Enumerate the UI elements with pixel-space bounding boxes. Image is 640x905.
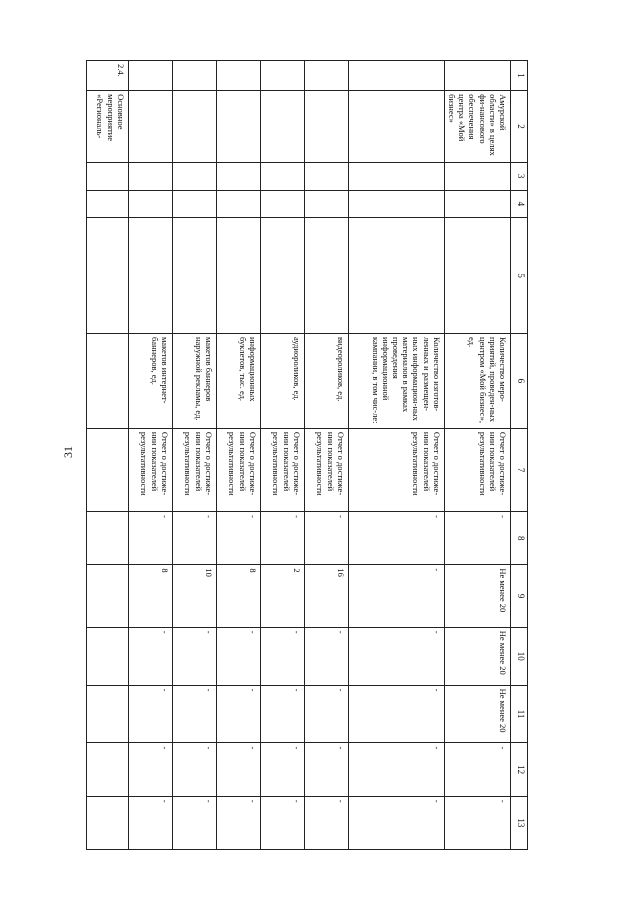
table-wrapper xyxy=(95,60,528,850)
cell-col-3 xyxy=(304,162,348,190)
cell-col-2: Амурской области» в целях фи-нансового обеспечения центра «Мой бизнес» xyxy=(444,91,510,163)
cell-col-6: аудиороликов, ед. xyxy=(260,333,304,428)
cell-col-4 xyxy=(260,190,304,218)
cell-col-13: - xyxy=(348,796,444,849)
cell-col-6: Количество изготов-ленных и размещен-ных информацион-ных материалов в рамках проведения информационной кампании, в том чис-ле: xyxy=(348,333,444,428)
column-header-13: 13 xyxy=(511,796,528,849)
cell-col-2 xyxy=(128,91,172,163)
cell-col-6: макетов интернет-баннеров, ед. xyxy=(128,333,172,428)
cell-col-6 xyxy=(86,333,128,428)
cell-col-7: Отчет о достиже-нии показателей результативности xyxy=(304,428,348,511)
cell-col-5 xyxy=(444,218,510,334)
cell-col-8 xyxy=(86,512,128,565)
cell-col-9 xyxy=(86,565,128,627)
cell-col-12: - xyxy=(216,743,260,796)
cell-col-7: Отчет о достиже-нии показателей результативности xyxy=(260,428,304,511)
cell-col-7: Отчет о достиже-нии показателей результативности xyxy=(216,428,260,511)
cell-col-12: - xyxy=(304,743,348,796)
cell-col-12 xyxy=(86,743,128,796)
cell-col-8: - xyxy=(260,512,304,565)
column-header-11: 11 xyxy=(511,685,528,743)
cell-col-2 xyxy=(216,91,260,163)
cell-col-1 xyxy=(348,61,444,91)
cell-col-5 xyxy=(172,218,216,334)
cell-col-4 xyxy=(348,190,444,218)
cell-col-1: 2.4. xyxy=(86,61,128,91)
cell-col-4 xyxy=(86,190,128,218)
cell-col-6: информационных буклетов, тыс. ед. xyxy=(216,333,260,428)
cell-col-13: - xyxy=(172,796,216,849)
column-header-6: 6 xyxy=(511,333,528,428)
cell-col-11 xyxy=(86,685,128,743)
cell-col-8: - xyxy=(172,512,216,565)
cell-col-10: - xyxy=(128,627,172,685)
cell-col-12: - xyxy=(128,743,172,796)
cell-col-10: - xyxy=(304,627,348,685)
table-row xyxy=(216,61,260,850)
header-row xyxy=(511,61,528,850)
cell-col-1 xyxy=(304,61,348,91)
table-row xyxy=(260,61,304,850)
cell-col-11: Не менее 20 xyxy=(444,685,510,743)
cell-col-3 xyxy=(86,162,128,190)
cell-col-2: Основное мероприятие «Региональ- xyxy=(86,91,128,163)
column-header-9: 9 xyxy=(511,565,528,627)
cell-col-3 xyxy=(128,162,172,190)
cell-col-1 xyxy=(128,61,172,91)
table-row xyxy=(86,61,128,850)
cell-col-3 xyxy=(260,162,304,190)
cell-col-5 xyxy=(304,218,348,334)
cell-col-2 xyxy=(260,91,304,163)
cell-col-5 xyxy=(86,218,128,334)
cell-col-12: - xyxy=(172,743,216,796)
cell-col-10: - xyxy=(216,627,260,685)
page-number: 31 xyxy=(61,446,75,458)
cell-col-12: - xyxy=(444,743,510,796)
cell-col-2 xyxy=(304,91,348,163)
cell-col-7: Отчет о достиже-нии показателей результативности xyxy=(128,428,172,511)
cell-col-1 xyxy=(444,61,510,91)
column-header-10: 10 xyxy=(511,627,528,685)
column-header-7: 7 xyxy=(511,428,528,511)
table-row xyxy=(172,61,216,850)
cell-col-1 xyxy=(216,61,260,91)
cell-col-13: - xyxy=(128,796,172,849)
cell-col-9: 16 xyxy=(304,565,348,627)
column-header-4: 4 xyxy=(511,190,528,218)
rotated-table-frame xyxy=(95,60,528,850)
cell-col-11: - xyxy=(304,685,348,743)
cell-col-8: - xyxy=(304,512,348,565)
cell-col-4 xyxy=(304,190,348,218)
cell-col-13: - xyxy=(444,796,510,849)
cell-col-1 xyxy=(260,61,304,91)
indicators-table xyxy=(86,60,528,850)
cell-col-4 xyxy=(172,190,216,218)
cell-col-7: Отчет о достиже-нии показателей результативности xyxy=(172,428,216,511)
cell-col-7: Отчет о достиже-нии показателей результативности xyxy=(348,428,444,511)
cell-col-11: - xyxy=(128,685,172,743)
cell-col-9: 8 xyxy=(128,565,172,627)
table-row xyxy=(304,61,348,850)
table-body xyxy=(86,61,510,850)
cell-col-5 xyxy=(216,218,260,334)
cell-col-11: - xyxy=(348,685,444,743)
cell-col-13: - xyxy=(216,796,260,849)
cell-col-4 xyxy=(128,190,172,218)
cell-col-3 xyxy=(172,162,216,190)
cell-col-8: - xyxy=(216,512,260,565)
cell-col-12: - xyxy=(260,743,304,796)
cell-col-10: - xyxy=(172,627,216,685)
column-header-3: 3 xyxy=(511,162,528,190)
cell-col-2 xyxy=(348,91,444,163)
cell-col-13: - xyxy=(304,796,348,849)
cell-col-9: - xyxy=(348,565,444,627)
table-row xyxy=(444,61,510,850)
column-header-1: 1 xyxy=(511,61,528,91)
cell-col-7: Отчет о достиже-нии показателей результативности xyxy=(444,428,510,511)
table-row xyxy=(348,61,444,850)
cell-col-9: 10 xyxy=(172,565,216,627)
cell-col-4 xyxy=(216,190,260,218)
cell-col-11: - xyxy=(260,685,304,743)
cell-col-3 xyxy=(348,162,444,190)
cell-col-5 xyxy=(260,218,304,334)
cell-col-5 xyxy=(348,218,444,334)
cell-col-13 xyxy=(86,796,128,849)
cell-col-6: видеороликов, ед. xyxy=(304,333,348,428)
cell-col-8: - xyxy=(444,512,510,565)
cell-col-9: 2 xyxy=(260,565,304,627)
column-header-5: 5 xyxy=(511,218,528,334)
column-header-2: 2 xyxy=(511,91,528,163)
cell-col-11: - xyxy=(172,685,216,743)
cell-col-7 xyxy=(86,428,128,511)
cell-col-8: - xyxy=(128,512,172,565)
cell-col-1 xyxy=(172,61,216,91)
cell-col-2 xyxy=(172,91,216,163)
cell-col-5 xyxy=(128,218,172,334)
cell-col-10: - xyxy=(260,627,304,685)
cell-col-10: - xyxy=(348,627,444,685)
cell-col-6: Количество меро-приятий, проведен-ных центром «Мой бизнес», ед. xyxy=(444,333,510,428)
cell-col-12: - xyxy=(348,743,444,796)
cell-col-6: макетов баннеров наружной рекламы, ед. xyxy=(172,333,216,428)
cell-col-9: Не менее 20 xyxy=(444,565,510,627)
cell-col-10 xyxy=(86,627,128,685)
cell-col-4 xyxy=(444,190,510,218)
cell-col-8: - xyxy=(348,512,444,565)
cell-col-11: - xyxy=(216,685,260,743)
cell-col-9: 8 xyxy=(216,565,260,627)
cell-col-13: - xyxy=(260,796,304,849)
cell-col-3 xyxy=(216,162,260,190)
column-header-8: 8 xyxy=(511,512,528,565)
cell-col-3 xyxy=(444,162,510,190)
table-row xyxy=(128,61,172,850)
column-header-12: 12 xyxy=(511,743,528,796)
cell-col-10: Не менее 20 xyxy=(444,627,510,685)
